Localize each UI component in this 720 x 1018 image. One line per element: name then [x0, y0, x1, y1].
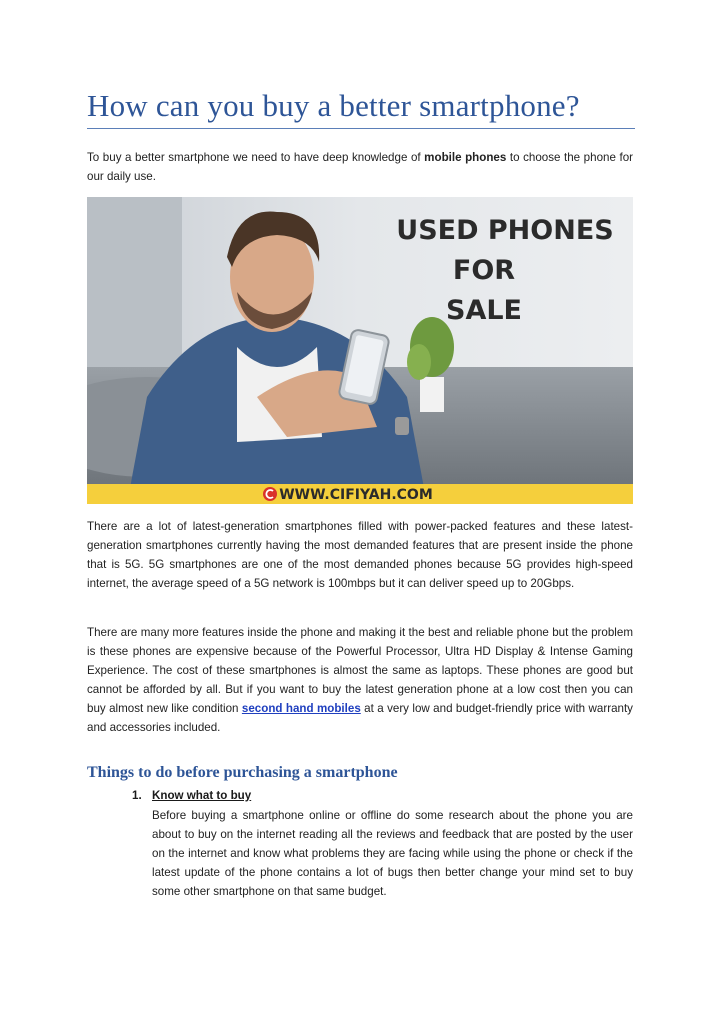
paragraph-2-before: There are many more features inside the phone and making it the best and reliable phone but the problem is these phones are expensive because of the Powerful Processor, Ultra HD Display & Intense Gaming Experience. The cost of these smartphones is almost the same as laptops. These phones are good but cannot be afforded by all. But if you want to buy the latest generation phone at a low cost then you can buy almost new like condition [87, 626, 633, 715]
paragraph-2 [87, 623, 633, 737]
section-heading: Things to do before purchasing a smartphone [87, 764, 398, 781]
paragraph-2-after: at a very low and budget-friendly price with warranty and accessories included. [87, 702, 633, 734]
banner-website: WWW.CIFIYAH.COM [279, 487, 433, 503]
title-underline [87, 128, 635, 129]
logo-icon [263, 487, 277, 501]
page-title: How can you buy a better smartphone? [87, 88, 580, 123]
intro-paragraph [87, 148, 633, 186]
list-item-body: Before buying a smartphone online or offline do some research about the phone you are about to buy on the internet reading all the reviews and feedback that are posted by the user on the internet and know what problems they are facing while using the phone or check if the latest update of the phone contains a lot of bugs then better change your mind set to buy some other smartphone on that same budget. [152, 809, 633, 898]
headline-line-3: SALE [446, 295, 522, 326]
headline-line-1: USED PHONES [396, 215, 614, 246]
paragraph-1: There are a lot of latest-generation smartphones filled with power-packed features and these latest-generation smartphones currently having the most demanded features that are present inside the phone that is 5G. 5G smartphones are one of the most demanded phones because 5G provides high-speed internet, the average speed of a 5G network is 100mbps but it can deliver speed up to 20Gbps. [87, 520, 633, 590]
intro-bold-term: mobile phones [424, 151, 507, 164]
list-item-number: 1. [132, 789, 142, 802]
hero-image [87, 197, 633, 504]
used-phones-banner [87, 197, 633, 504]
headline-line-2: FOR [452, 255, 516, 286]
intro-text-after: to choose the phone for our daily use. [87, 151, 633, 183]
intro-text-before: To buy a better smartphone we need to have deep knowledge of [87, 151, 425, 164]
list-item-title: Know what to buy [152, 789, 252, 802]
second-hand-mobiles-link[interactable]: second hand mobiles [241, 702, 361, 715]
